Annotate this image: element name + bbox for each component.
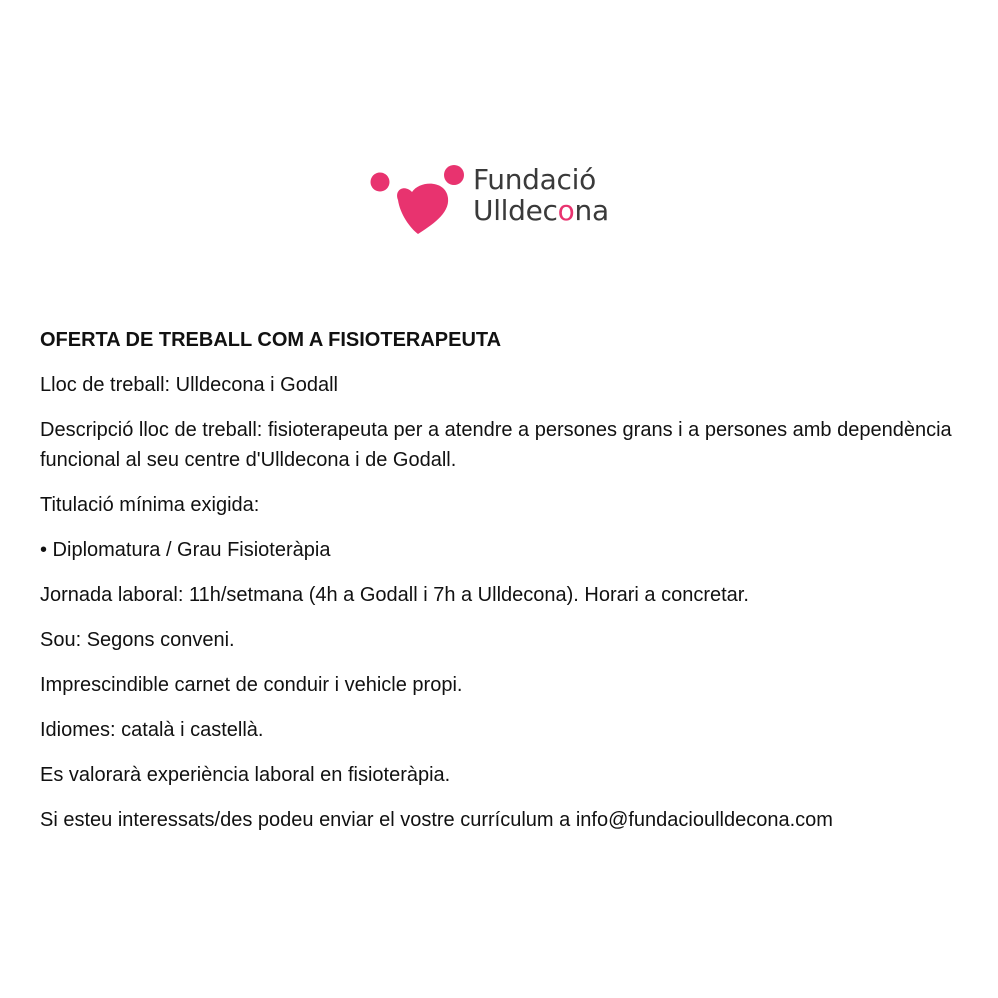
logo-line-2-accent: o xyxy=(557,194,575,227)
offer-qualification-item: • Diplomatura / Grau Fisioteràpia xyxy=(40,539,331,561)
offer-contact: Si esteu interessats/des podeu enviar el vostre currículum a info@fundacioulldecona.com xyxy=(40,809,833,831)
offer-location: Lloc de treball: Ulldecona i Godall xyxy=(40,374,338,396)
logo-line-2 xyxy=(473,195,609,226)
logo-line-2-part-b: na xyxy=(574,194,609,227)
offer-description: Descripció lloc de treball: fisioterapeuta per a atendre a persones grans i a persones amb dependència funcional al seu centre d'Ulldecona i de Godall. xyxy=(40,419,952,471)
offer-license: Imprescindible carnet de conduir i vehicle propi. xyxy=(40,674,463,696)
logo-line-1: Fundació xyxy=(473,163,596,196)
logo-wordmark xyxy=(473,164,609,226)
offer-salary: Sou: Segons conveni. xyxy=(40,629,235,651)
fundacio-ulldecona-logo xyxy=(368,162,630,238)
offer-languages: Idiomes: català i castellà. xyxy=(40,719,264,741)
offer-experience: Es valorarà experiència laboral en fisioteràpia. xyxy=(40,764,451,786)
offer-title: OFERTA DE TREBALL COM A FISIOTERAPEUTA xyxy=(40,329,502,351)
offer-qualification-label: Titulació mínima exigida: xyxy=(40,494,260,516)
offer-schedule: Jornada laboral: 11h/setmana (4h a Godall i 7h a Ulldecona). Horari a concretar. xyxy=(40,584,749,606)
job-offer xyxy=(40,325,955,850)
heart-logo-icon xyxy=(368,162,468,238)
logo-line-2-part-a: Ulldec xyxy=(473,194,558,227)
